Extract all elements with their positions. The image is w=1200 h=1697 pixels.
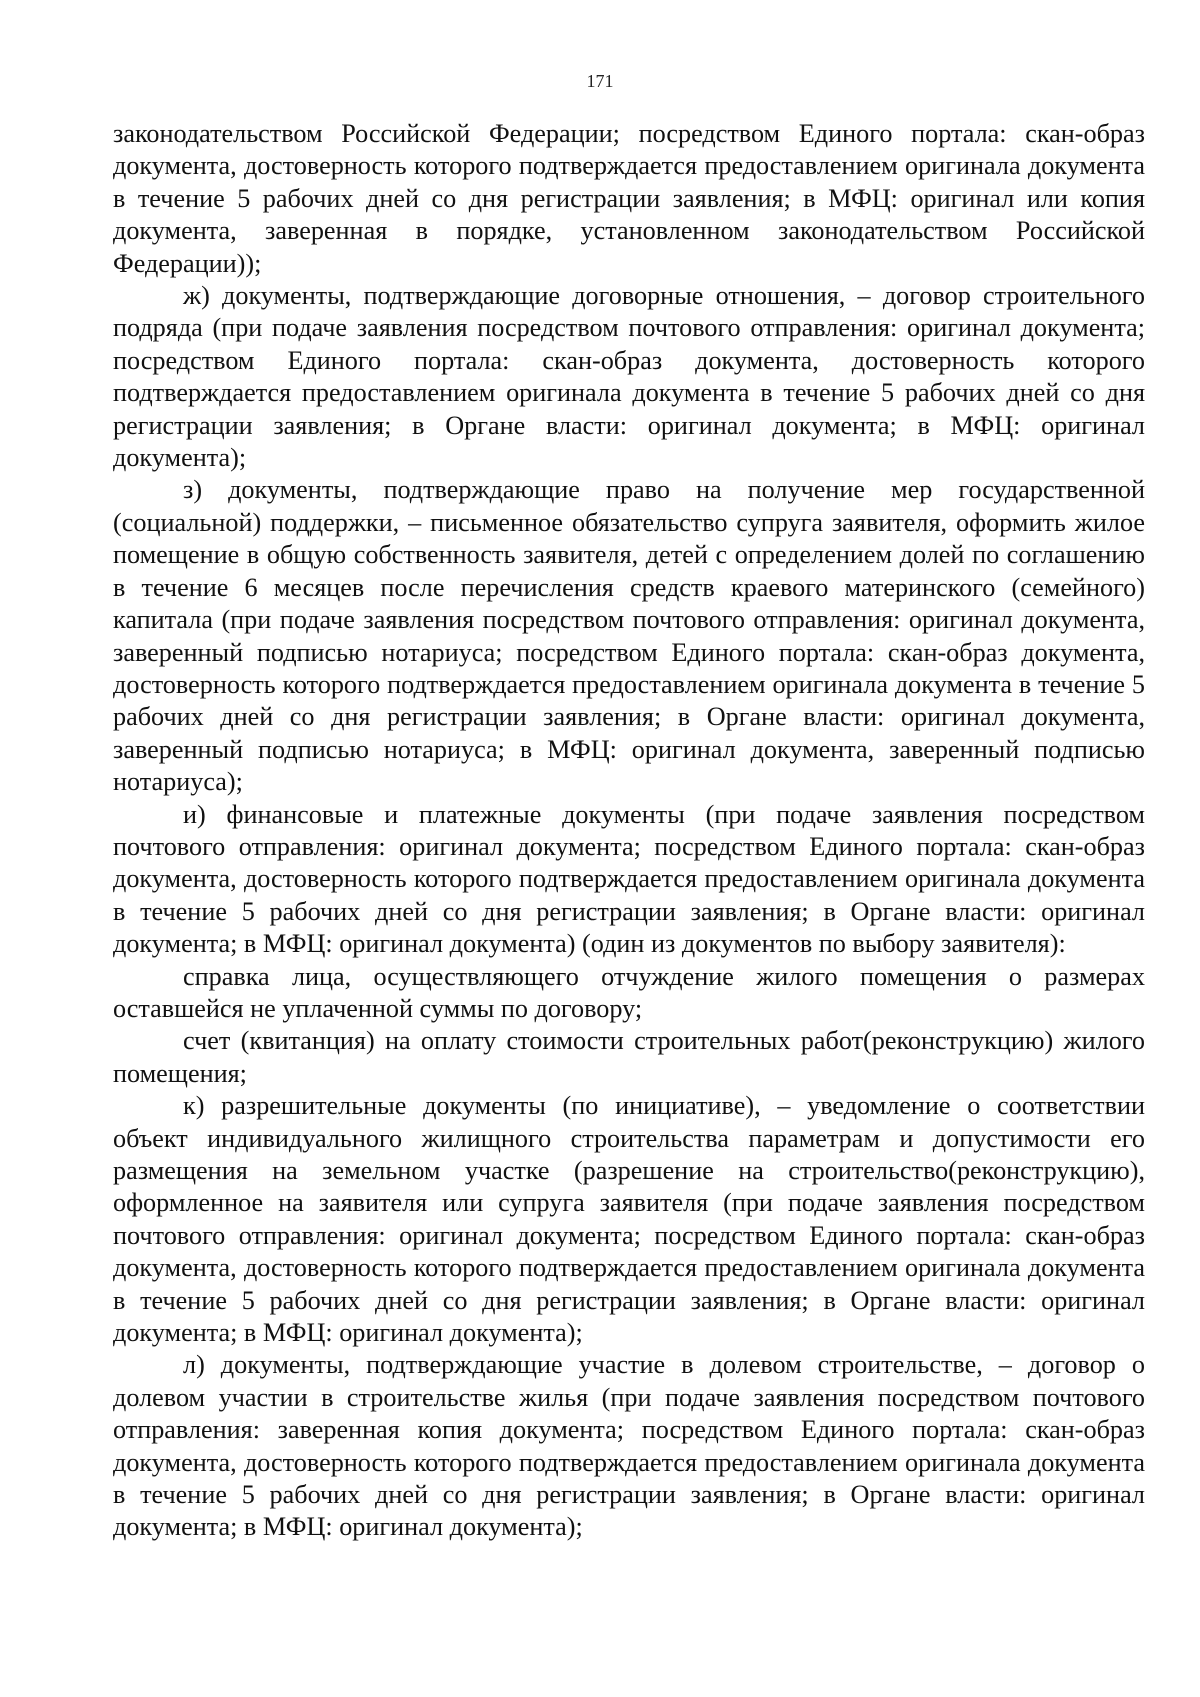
paragraph-sub-certificate: справка лица, осуществляющего отчуждение жилого помещения о размерах оставшейся не уплаченной суммы по договору; [113,961,1145,1023]
page-number: 171 [586,71,614,91]
paragraph-item-i: и) финансовые и платежные документы (при подаче заявления посредством почтового отправления: оригинал документа; посредством Единого портала: скан-образ документа, достоверность которого подтверждается предоставлением оригинала документа в течение 5 рабочих дней со дня регистрации заявления; в Органе власти: оригинал документа; в МФЦ: оригинал документа) (один из документов по выбору заявителя): [113,799,1145,959]
paragraph-continuation: законодательством Российской Федерации; посредством Единого портала: скан-образ документа, достоверность которого подтверждается предоставлением оригинала документа в течение 5 рабочих дней со дня регистрации заявления; в МФЦ: оригинал или копия документа, заверенная в порядке, установленном законодательством Российской Федерации)); [113,119,1145,278]
document-body [113,118,1145,1544]
paragraph-item-zh: ж) документы, подтверждающие договорные отношения, – договор строительного подряда (при подаче заявления посредством почтового отправления: оригинал документа; посредством Единого портала: скан-образ документа, достоверность которого подтверждается предоставлением оригинала документа в течение 5 рабочих дней со дня регистрации заявления; в Органе власти: оригинал документа; в МФЦ: оригинал документа); [113,281,1145,473]
paragraph-item-z: з) документы, подтверждающие право на получение мер государственной (социальной) поддержки, – письменное обязательство супруга заявителя, оформить жилое помещение в общую собственность заявителя, детей с определением долей по соглашению в течение 6 месяцев после перечисления средств краевого материнского (семейного) капитала (при подаче заявления посредством почтового отправления: оригинал документа, заверенный подписью нотариуса; посредством Единого портала: скан-образ документа, достоверность которого подтверждается предоставлением оригинала документа в течение 5 рабочих дней со дня регистрации заявления; в Органе власти: оригинал документа, заверенный подписью нотариуса; в МФЦ: оригинал документа, заверенный подписью нотариуса); [113,475,1145,797]
paragraph-item-l: л) документы, подтверждающие участие в долевом строительстве, – договор о долевом участии в строительстве жилья (при подаче заявления посредством почтового отправления: заверенная копия документа; посредством Единого портала: скан-образ документа, достоверность которого подтверждается предоставлением оригинала документа в течение 5 рабочих дней со дня регистрации заявления; в Органе власти: оригинал документа; в МФЦ: оригинал документа); [113,1350,1145,1542]
paragraph-sub-invoice: счет (квитанция) на оплату стоимости строительных работ(реконструкцию) жилого помещения; [113,1026,1145,1088]
paragraph-item-k: к) разрешительные документы (по инициативе), – уведомление о соответствии объект индивидуального жилищного строительства параметрам и допустимости его размещения на земельном участке (разрешение на строительство(реконструкцию), оформленное на заявителя или супруга заявителя (при подаче заявления посредством почтового отправления: оригинал документа; посредством Единого портала: скан-образ документа, достоверность которого подтверждается предоставлением оригинала документа в течение 5 рабочих дней со дня регистрации заявления; в Органе власти: оригинал документа; в МФЦ: оригинал документа); [113,1091,1145,1348]
